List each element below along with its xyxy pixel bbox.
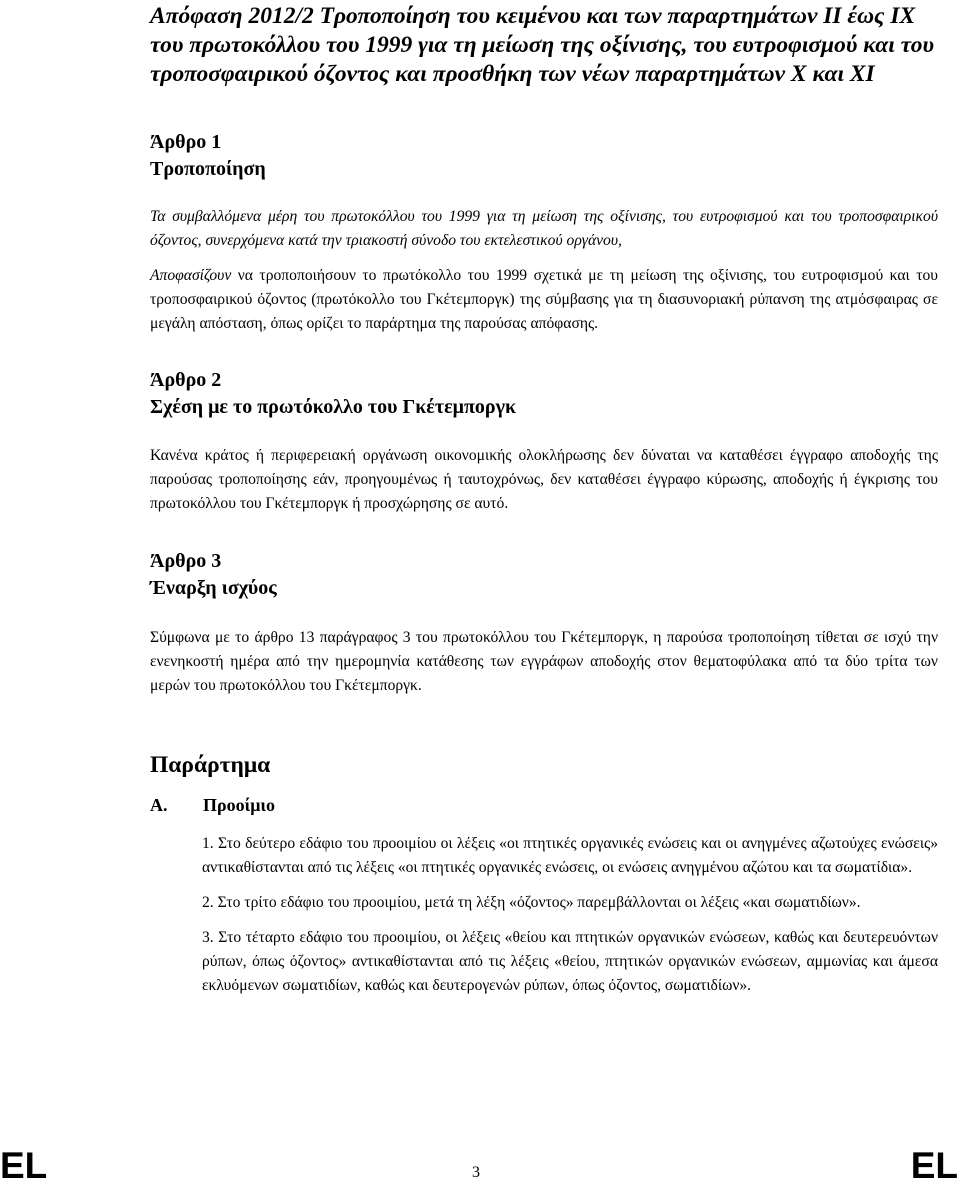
decide-word: Αποφασίζουν bbox=[150, 267, 232, 284]
section-title: Προοίμιο bbox=[203, 795, 275, 815]
annex-title: Παράρτημα bbox=[150, 752, 271, 778]
annex bbox=[150, 750, 938, 998]
annex-items bbox=[202, 832, 938, 998]
article-3-text: Σύμφωνα με το άρθρο 13 παράγραφος 3 του πρωτοκόλλου του Γκέτεμποργκ, η παρούσα τροποποίηση τίθεται σε ισχύ την ενενηκοστή ημέρα από την ημερομηνία κατάθεσης των εγγράφων αποδοχής στον θεματοφύλακα από τα δύο τρίτα των μερών του πρωτοκόλλου του Γκέτεμποργκ. bbox=[150, 629, 938, 694]
article-3 bbox=[150, 548, 938, 698]
annex-item: 3. Στο τέταρτο εδάφιο του προοιμίου, οι λέξεις «θείου και πτητικών οργανικών ενώσεων, καθώς και δευτερευόντων ρύπων, όπως όζοντος» αντικαθίστανται από τις λέξεις «θείου, πτητικών οργανικών ενώσεων, αμμωνίας και άμεσα εκλυόμενων σωματιδίων, καθώς και δευτερογενών ρύπων, όπως όζοντος, σωματιδίων». bbox=[202, 929, 938, 994]
article-3-number: Άρθρο 3 bbox=[150, 550, 222, 572]
document-title: Απόφαση 2012/2 Τροποποίηση του κειμένου και των παραρτημάτων II έως IX του πρωτοκόλλου του 1999 για τη μείωση της οξίνισης, του ευτροφισμού και του τροποσφαιρικού όζοντος και προσθήκη των νέων παραρτημάτων X και XI bbox=[150, 3, 935, 87]
document-page bbox=[150, 0, 938, 1009]
annex-item: 1. Στο δεύτερο εδάφιο του προοιμίου οι λέξεις «οι πτητικές οργανικές ενώσεις και οι ανηγμένες αζωτούχες ενώσεις» αντικαθίστανται από τις λέξεις «οι πτητικές οργανικές ενώσεις, οι ενώσεις ανηγμένου αζώτου και τα σωματίδια». bbox=[202, 835, 938, 876]
article-3-title: Έναρξη ισχύος bbox=[150, 577, 277, 599]
article-1-title: Τροποποίηση bbox=[150, 158, 266, 180]
page-footer bbox=[0, 1145, 960, 1186]
decision-text: να τροποποιήσουν το πρωτόκολλο του 1999 σχετικά με τη μείωση της οξίνισης, του ευτροφισμού και του τροποσφαιρικού όζοντος (πρωτόκολλο του Γκέτεμποργκ) της σύμβασης για τη διασυνοριακή ρύπανση της ατμόσφαιρας σε μεγάλη απόσταση, όπως ορίζει το παράρτημα της παρούσας απόφασης. bbox=[150, 267, 938, 332]
article-2 bbox=[150, 367, 938, 516]
article-2-number: Άρθρο 2 bbox=[150, 369, 222, 391]
article-1-number: Άρθρο 1 bbox=[150, 131, 222, 153]
footer-language-left: EL bbox=[0, 1145, 48, 1186]
page-number: 3 bbox=[472, 1164, 480, 1181]
section-letter: A. bbox=[150, 795, 168, 815]
annex-item: 2. Στο τρίτο εδάφιο του προοιμίου, μετά τη λέξη «όζοντος» παρεμβάλλονται οι λέξεις «και σωματιδίων». bbox=[202, 894, 861, 911]
annex-section-heading bbox=[150, 792, 938, 818]
article-1-decision bbox=[150, 264, 938, 336]
footer-language-right: EL bbox=[910, 1145, 958, 1186]
article-2-title: Σχέση με το πρωτόκολλο του Γκέτεμποργκ bbox=[150, 396, 517, 418]
article-2-text: Κανένα κράτος ή περιφερειακή οργάνωση οικονομικής ολοκλήρωσης δεν δύναται να καταθέσει έγγραφο αποδοχής της παρούσας τροποποίησης εάν, προηγουμένως ή ταυτοχρόνως, δεν καταθέσει έγγραφο κύρωσης, αποδοχής ή έγκρισης του πρωτοκόλλου του Γκέτεμποργκ ή προσχώρησης σε αυτό. bbox=[150, 447, 938, 512]
article-1-preamble: Τα συμβαλλόμενα μέρη του πρωτοκόλλου του 1999 για τη μείωση της οξίνισης, του ευτροφισμού και του τροποσφαιρικού όζοντος, συνερχόμενα κατά την τριακοστή σύνοδο του εκτελεστικού οργάνου, bbox=[150, 208, 938, 249]
article-1 bbox=[150, 129, 938, 336]
